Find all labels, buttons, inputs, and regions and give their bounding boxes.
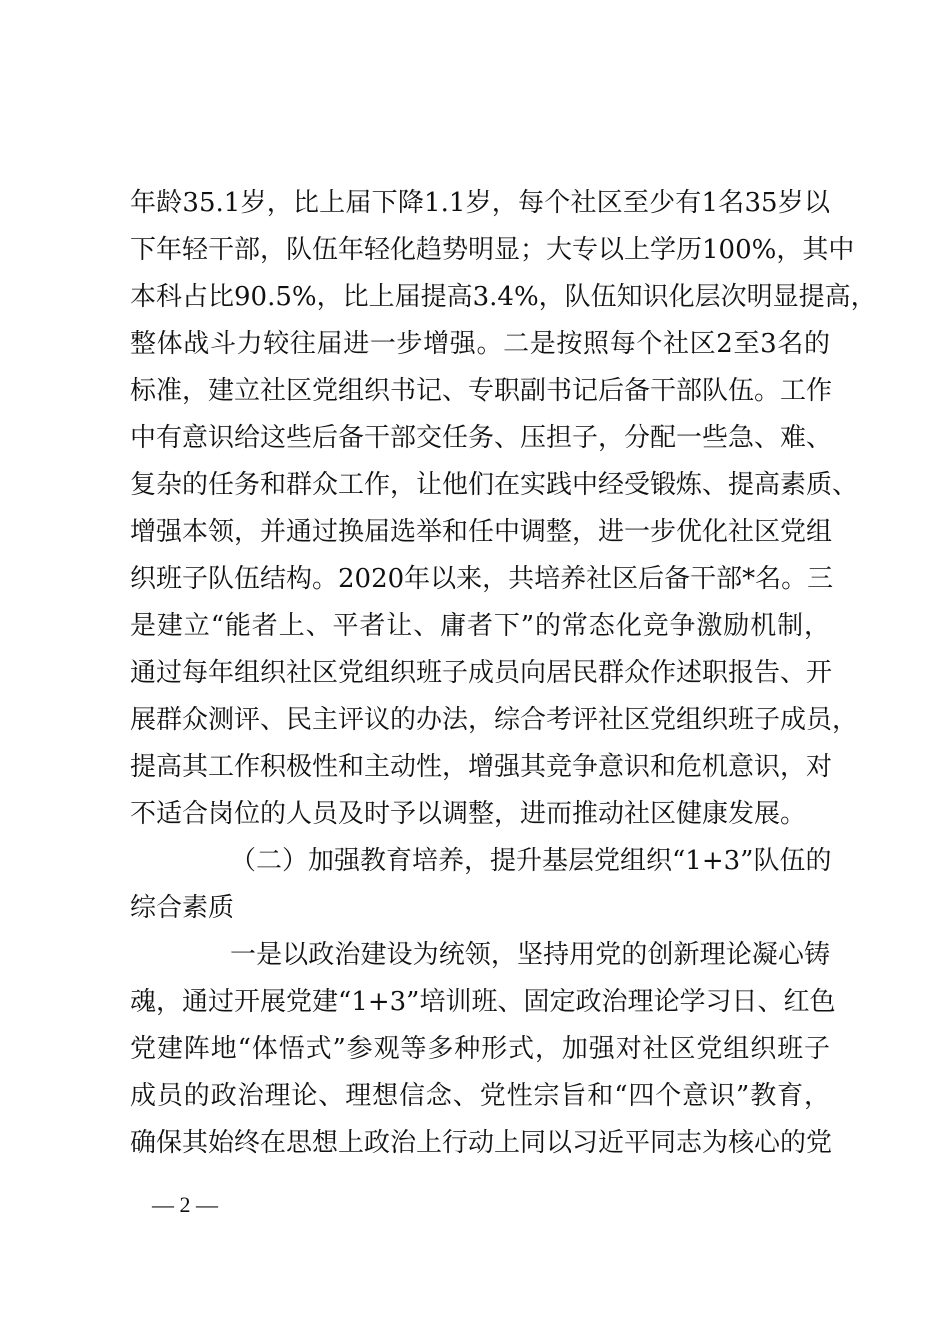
paragraph-1-line: 年龄35.1岁，比上届下降1.1岁，每个社区至少有1名35岁以 [130, 188, 830, 218]
paragraph-1-line: 通过每年组织社区党组织班子成员向居民群众作述职报告、开 [130, 658, 833, 688]
paragraph-1-line: 整体战斗力较往届进一步增强。二是按照每个社区2至3名的 [130, 329, 830, 359]
section-heading-line: 综合素质 [130, 893, 235, 923]
paragraph-1-line: 提高其工作积极性和主动性，增强其竞争意识和危机意识，对 [130, 752, 833, 782]
paragraph-1-line: 本科占比90.5%，比上届提高3.4%，队伍知识化层次明显提高， [130, 282, 877, 312]
paragraph-1-line: 不适合岗位的人员及时予以调整，进而推动社区健康发展。 [130, 799, 807, 829]
paragraph-2-line: 确保其始终在思想上政治上行动上同以习近平同志为核心的党 [130, 1128, 833, 1158]
paragraph-2-line: 成员的政治理论、理想信念、党性宗旨和“四个意识”教育， [130, 1081, 830, 1111]
paragraph-2-line: 党建阵地“体悟式”参观等多种形式，加强对社区党组织班子 [130, 1034, 830, 1064]
section-heading-line: （二）加强教育培养，提升基层党组织“1+3”队伍的 [230, 846, 832, 876]
page-number: — 2 — [152, 1192, 218, 1217]
paragraph-1-line: 织班子队伍结构。2020年以来，共培养社区后备干部*名。三 [130, 564, 834, 594]
paragraph-1-line: 是建立“能者上、平者让、庸者下”的常态化竞争激励机制， [130, 611, 830, 641]
paragraph-2-line: 魂，通过开展党建“1+3”培训班、固定政治理论学习日、红色 [130, 987, 836, 1017]
paragraph-1-line: 中有意识给这些后备干部交任务、压担子，分配一些急、难、 [130, 423, 833, 453]
paragraph-1-line: 增强本领，并通过换届选举和任中调整，进一步优化社区党组 [130, 517, 833, 547]
paragraph-1-line: 展群众测评、民主评议的办法，综合考评社区党组织班子成员， [130, 705, 859, 735]
paragraph-2-line: 一是以政治建设为统领，坚持用党的创新理论凝心铸 [230, 940, 830, 970]
paragraph-1-line: 下年轻干部，队伍年轻化趋势明显；大专以上学历100%，其中 [130, 235, 855, 265]
paragraph-1-line: 标准，建立社区党组织书记、专职副书记后备干部队伍。工作 [130, 376, 833, 406]
paragraph-1-line: 复杂的任务和群众工作，让他们在实践中经受锻炼、提高素质、 [130, 470, 859, 500]
